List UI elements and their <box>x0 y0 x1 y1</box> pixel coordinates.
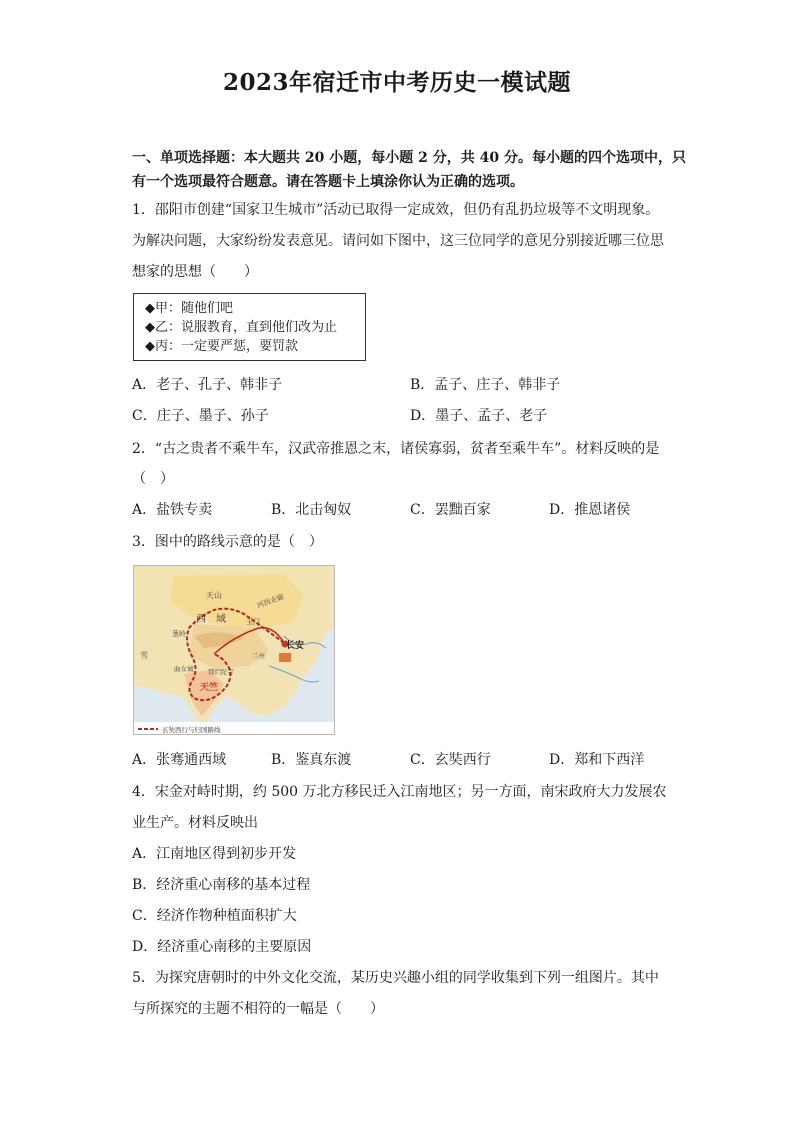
map-label-hexi: 河西走廊 <box>255 592 285 610</box>
q4-option-c[interactable]: C．经济作物种植面积扩大 <box>132 908 297 924</box>
q1-quote-box <box>133 293 366 361</box>
map-label-tianshan: 天山 <box>206 591 222 600</box>
q2-option-a[interactable]: A．盐铁专卖 <box>132 502 213 518</box>
map-label-congling: 葱岭 <box>172 630 186 638</box>
page-title: 2023年宿迁市中考历史一模试题 <box>222 69 571 96</box>
q4-option-a[interactable]: A．江南地区得到初步开发 <box>132 846 297 862</box>
map-svg <box>134 566 335 735</box>
q2-option-b[interactable]: B．北击匈奴 <box>271 502 352 518</box>
q5-stem-line-1: 5．为探究唐朝时的中外文化交流，某历史兴趣小组的同学收集到下列一组图片。其中 <box>132 970 659 986</box>
q4-option-d[interactable]: D．经济重心南移的主要原因 <box>132 939 312 955</box>
q4-stem-line-2: 业生产。材料反映出 <box>132 815 258 831</box>
q3-option-b[interactable]: B．鉴真东渡 <box>271 752 352 768</box>
q1-option-a[interactable]: A．老子、孔子、韩非子 <box>132 377 283 393</box>
map-label-lanzhou: 兰州 <box>252 652 265 660</box>
section-heading-line-2: 有一个选项最符合题意。请在答题卡上填涂你认为正确的选项。 <box>132 174 524 190</box>
map-label-xiyu: 西 域 <box>196 614 226 625</box>
q3-option-d[interactable]: D．郑和下西洋 <box>549 752 645 768</box>
q2-stem-line-1: 2．“古之贵者不乘牛车，汉武帝推恩之末，诸侯寡弱，贫者至乘牛车”。材料反映的是 <box>132 441 660 457</box>
q1-stem-line-3: 想家的思想（ ） <box>132 264 258 280</box>
map-label-tianzhu: 天竺 <box>200 683 219 693</box>
q1-option-c[interactable]: C．庄子、墨子、孙子 <box>132 408 269 424</box>
q2-stem-line-2: （ ） <box>132 471 174 487</box>
map-label-yumenguan: 玉门 <box>246 618 260 626</box>
q2-option-d[interactable]: D．推恩诸侯 <box>549 502 631 518</box>
map-label-changan: 长安 <box>286 641 305 651</box>
q1-quote-bing: ◆丙：一定要严惩，要罚款 <box>145 339 298 354</box>
q1-quote-yi: ◆乙：说服教育，直到他们改为止 <box>145 320 337 335</box>
xuanzang-route-map <box>133 565 335 735</box>
map-label-xue: 雪 <box>140 651 148 660</box>
q3-stem: 3．图中的路线示意的是（ ） <box>132 534 323 550</box>
q3-option-c[interactable]: C．玄奘西行 <box>410 752 491 768</box>
q3-option-a[interactable]: A．张骞通西域 <box>132 752 227 768</box>
map-legend-label: 玄奘西行与归国路线 <box>162 726 221 734</box>
q1-quote-jia: ◆甲：随他们吧 <box>145 301 233 316</box>
q1-stem-line-1: 1．邵阳市创建“国家卫生城市”活动已取得一定成效，但仍有乱扔垃圾等不文明现象。 <box>132 202 660 218</box>
q1-stem-line-2: 为解决问题，大家纷纷发表意见。请问如下图中，这三位同学的意见分别接近哪三位思 <box>132 233 664 249</box>
q2-option-c[interactable]: C．罢黜百家 <box>410 502 491 518</box>
q4-stem-line-1: 4．宋金对峙时期，约 500 万北方移民迁入江南地区；另一方面，南宋政府大力发展农 <box>132 784 667 800</box>
section-heading-line-1: 一、单项选择题：本大题共 20 小题，每小题 2 分，共 40 分。每小题的四个选项中，只 <box>132 150 686 166</box>
q1-option-b[interactable]: B．孟子、庄子、韩非子 <box>410 377 561 393</box>
q1-option-d[interactable]: D．墨子、孟子、老子 <box>410 408 548 424</box>
map-label-quru: 曲女城 <box>174 665 194 673</box>
q5-stem-line-2: 与所探究的主题不相符的一幅是（ ） <box>132 1001 384 1017</box>
q4-option-b[interactable]: B．经济重心南移的基本过程 <box>132 877 311 893</box>
map-label-nalanduo: 那烂陀寺 <box>208 668 234 676</box>
